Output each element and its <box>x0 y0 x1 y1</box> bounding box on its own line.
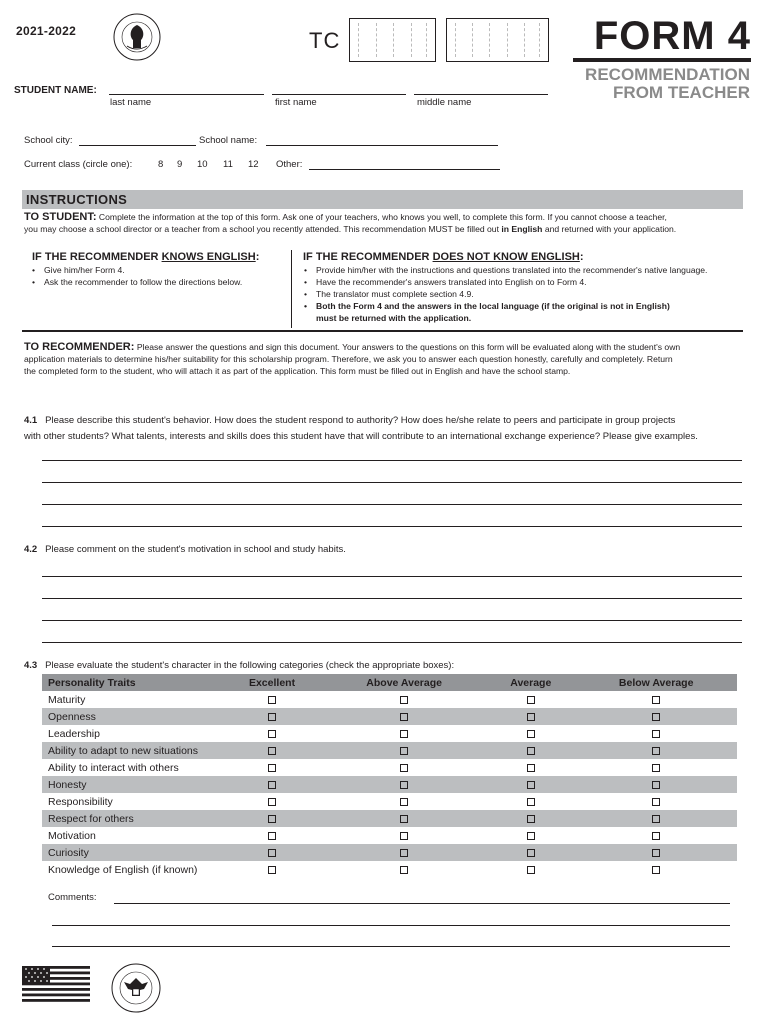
question-number: 4.1 <box>24 415 38 426</box>
rating-cell <box>322 725 486 742</box>
header-average: Average <box>486 674 575 691</box>
to-recommender-text-1: Please answer the questions and sign this document. Your answers to the questions on this form will be evaluated along with the student's own <box>136 342 681 352</box>
checkbox-excellent[interactable] <box>268 798 276 806</box>
knows-underline: KNOWS ENGLISH <box>161 251 256 263</box>
table-row <box>42 793 737 810</box>
rating-cell <box>222 861 322 878</box>
school-name-field[interactable] <box>266 145 498 146</box>
notknows-underline: DOES NOT KNOW ENGLISH <box>432 251 580 263</box>
checkbox-average[interactable] <box>527 849 535 857</box>
table-header-row <box>42 674 737 691</box>
to-recommender-label: TO RECOMMENDER: <box>24 341 135 353</box>
table-row <box>42 759 737 776</box>
rating-cell <box>486 742 575 759</box>
other-class-label: Other: <box>276 159 303 170</box>
checkbox-excellent[interactable] <box>268 713 276 721</box>
rating-cell <box>222 759 322 776</box>
rating-cell <box>486 691 575 708</box>
table-row <box>42 708 737 725</box>
rating-cell <box>322 810 486 827</box>
checkbox-average[interactable] <box>527 798 535 806</box>
rating-cell <box>322 708 486 725</box>
answer-line[interactable] <box>42 526 742 527</box>
checkbox-excellent[interactable] <box>268 747 276 755</box>
rating-cell <box>322 827 486 844</box>
tc-label: TC <box>309 28 341 53</box>
rating-cell <box>222 708 322 725</box>
trait-label: Openness <box>42 708 222 725</box>
to-recommender-text-3: the completed form to the student, who will attach it as part of the application. This form must be filled out in English and have the school stamp. <box>24 366 571 376</box>
to-recommender-block <box>24 341 744 377</box>
question-number: 4.3 <box>24 660 38 671</box>
rating-cell <box>575 708 737 725</box>
checkbox-above-average[interactable] <box>400 713 408 721</box>
trait-label: Ability to adapt to new situations <box>42 742 222 759</box>
school-name-label: School name: <box>199 135 258 146</box>
trait-label: Curiosity <box>42 844 222 861</box>
comments-line[interactable] <box>114 903 730 904</box>
checkbox-average[interactable] <box>527 781 535 789</box>
rating-cell <box>486 810 575 827</box>
checkbox-above-average[interactable] <box>400 815 408 823</box>
class-option-12[interactable]: 12 <box>248 159 259 170</box>
question-4-3-text: Please evaluate the student's character in the following categories (check the appropriate boxes): <box>45 660 455 671</box>
table-row <box>42 861 737 878</box>
rating-cell <box>486 861 575 878</box>
rating-cell <box>322 691 486 708</box>
us-flag-icon <box>22 966 90 1002</box>
checkbox-above-average[interactable] <box>400 764 408 772</box>
answer-line[interactable] <box>42 598 742 599</box>
checkbox-below-average[interactable] <box>652 696 660 704</box>
tc-code-box-1[interactable] <box>349 18 436 62</box>
checkbox-excellent[interactable] <box>268 764 276 772</box>
rating-cell <box>486 725 575 742</box>
trait-label: Honesty <box>42 776 222 793</box>
checkbox-below-average[interactable] <box>652 815 660 823</box>
rating-cell <box>322 776 486 793</box>
knows-english-heading <box>32 251 259 263</box>
rating-cell <box>486 793 575 810</box>
list-item: • Ask the recommender to follow the directions below. <box>28 276 286 288</box>
last-name-field[interactable] <box>109 94 264 95</box>
trait-label: Respect for others <box>42 810 222 827</box>
checkbox-below-average[interactable] <box>652 764 660 772</box>
rating-cell <box>222 725 322 742</box>
department-of-state-seal-icon <box>110 962 162 1014</box>
rating-cell <box>222 810 322 827</box>
first-name-caption: first name <box>275 97 317 108</box>
rating-cell <box>322 759 486 776</box>
section-divider <box>22 330 743 332</box>
knows-prefix: IF THE RECOMMENDER <box>32 251 162 263</box>
rating-cell <box>222 776 322 793</box>
checkbox-above-average[interactable] <box>400 781 408 789</box>
header-above-average: Above Average <box>322 674 486 691</box>
answer-line[interactable] <box>42 576 742 577</box>
table-row <box>42 742 737 759</box>
checkbox-above-average[interactable] <box>400 866 408 874</box>
rating-cell <box>486 759 575 776</box>
checkbox-average[interactable] <box>527 866 535 874</box>
question-4-1-text-2: with other students? What talents, interests and skills does this student have that will contribute to an international exchange experience? Please give examples. <box>24 431 698 442</box>
other-class-field[interactable] <box>309 169 500 170</box>
notknows-prefix: IF THE RECOMMENDER <box>303 251 433 263</box>
checkbox-excellent[interactable] <box>268 781 276 789</box>
not-know-english-heading <box>303 251 584 263</box>
comments-line[interactable] <box>52 925 730 926</box>
student-name-label: STUDENT NAME: <box>14 85 97 96</box>
school-city-field[interactable] <box>79 145 196 146</box>
class-option-9[interactable]: 9 <box>177 159 183 170</box>
rating-cell <box>575 776 737 793</box>
current-class-label: Current class (circle one): <box>24 159 133 170</box>
title-rule <box>573 58 751 62</box>
knows-suffix: : <box>255 251 260 263</box>
class-option-10[interactable]: 10 <box>197 159 208 170</box>
form-title: FORM 4 <box>593 14 751 58</box>
rating-cell <box>575 827 737 844</box>
instructions-bar <box>22 190 743 209</box>
rating-cell <box>575 810 737 827</box>
header-excellent: Excellent <box>222 674 322 691</box>
personality-traits-table <box>42 674 737 878</box>
question-4-1 <box>24 413 746 445</box>
rating-cell <box>575 793 737 810</box>
to-student-bold: in English <box>501 224 543 234</box>
trait-label: Responsibility <box>48 795 113 808</box>
checkbox-average[interactable] <box>527 747 535 755</box>
checkbox-excellent[interactable] <box>268 849 276 857</box>
comments-line[interactable] <box>52 946 730 947</box>
checkbox-excellent[interactable] <box>268 696 276 704</box>
notknows-bold-1: Both the Form 4 and the answers in the local language (if the original is not in English) <box>316 301 670 311</box>
trait-label: Knowledge of English (if known) <box>48 863 198 876</box>
checkbox-excellent[interactable] <box>268 866 276 874</box>
to-recommender-text-2: application materials to determine his/her suitability for this scholarship program. Therefore, we ask you to answer each question honestly, carefully and completely. Return <box>24 354 673 364</box>
subtitle-line-1: RECOMMENDATION <box>585 65 750 84</box>
first-name-field[interactable] <box>272 94 406 95</box>
organization-seal-icon <box>112 12 162 62</box>
checkbox-excellent[interactable] <box>268 815 276 823</box>
rating-cell <box>575 725 737 742</box>
rating-cell <box>575 691 737 708</box>
answer-line[interactable] <box>42 460 742 461</box>
column-divider <box>291 250 292 328</box>
checkbox-average[interactable] <box>527 713 535 721</box>
tc-code-box-2[interactable] <box>446 18 549 62</box>
rating-cell <box>486 708 575 725</box>
checkbox-below-average[interactable] <box>652 730 660 738</box>
answer-line[interactable] <box>42 482 742 483</box>
rating-cell <box>575 861 737 878</box>
notknows-suffix: : <box>579 251 584 263</box>
checkbox-above-average[interactable] <box>400 730 408 738</box>
answer-line[interactable] <box>42 620 742 621</box>
table-row <box>42 810 737 827</box>
rating-cell <box>575 742 737 759</box>
checkbox-average[interactable] <box>527 832 535 840</box>
checkbox-below-average[interactable] <box>652 832 660 840</box>
rating-cell <box>222 827 322 844</box>
header-below-average: Below Average <box>575 674 737 691</box>
rating-cell <box>575 759 737 776</box>
comments-label: Comments: <box>48 892 97 903</box>
to-student-text-2: you may choose a school director or a teacher from a school you recently attended. This recommendation MUST be filled out <box>24 224 499 234</box>
last-name-caption: last name <box>110 97 152 108</box>
rating-cell <box>486 776 575 793</box>
to-student-text-3: and returned with your application. <box>544 224 677 234</box>
rating-cell <box>322 793 486 810</box>
trait-label: Leadership <box>48 727 100 740</box>
rating-cell <box>322 844 486 861</box>
checkbox-below-average[interactable] <box>652 849 660 857</box>
list-item: • Give him/her Form 4. <box>28 264 286 276</box>
knows-english-list <box>28 264 286 288</box>
table-row <box>42 776 737 793</box>
checkbox-above-average[interactable] <box>400 849 408 857</box>
list-item: • The translator must complete section 4.9. <box>300 288 745 300</box>
question-4-2-text: Please comment on the student's motivation in school and study habits. <box>45 544 346 555</box>
question-number: 4.2 <box>24 544 38 555</box>
rating-cell <box>486 827 575 844</box>
rating-cell <box>222 742 322 759</box>
rating-cell <box>322 742 486 759</box>
school-year: 2021-2022 <box>16 24 77 38</box>
middle-name-caption: middle name <box>417 97 472 108</box>
trait-label: Motivation <box>48 829 96 842</box>
rating-cell <box>322 861 486 878</box>
table-row <box>42 844 737 861</box>
checkbox-average[interactable] <box>527 730 535 738</box>
list-item: • Provide him/her with the instructions and questions translated into the recommender's native language. <box>300 264 745 276</box>
rating-cell <box>222 793 322 810</box>
checkbox-below-average[interactable] <box>652 798 660 806</box>
question-4-3 <box>24 660 454 671</box>
to-student-block <box>24 211 744 235</box>
list-item: • Have the recommender's answers translated into English on to Form 4. <box>300 276 745 288</box>
rating-cell <box>486 844 575 861</box>
list-item <box>300 300 745 324</box>
answer-line[interactable] <box>42 642 742 643</box>
question-4-2 <box>24 544 346 555</box>
to-student-text-1: Complete the information at the top of this form. Ask one of your teachers, who knows you well, to complete this form. If you cannot choose a teacher, <box>98 212 667 222</box>
table-row <box>42 725 737 742</box>
checkbox-average[interactable] <box>527 815 535 823</box>
school-city-label: School city: <box>24 135 73 146</box>
rating-cell <box>222 844 322 861</box>
not-know-english-list <box>300 264 745 324</box>
rating-cell <box>222 691 322 708</box>
checkbox-average[interactable] <box>527 764 535 772</box>
trait-label: Ability to interact with others <box>48 761 179 774</box>
subtitle-line-2: FROM TEACHER <box>613 83 750 102</box>
form-subtitle <box>560 66 750 102</box>
checkbox-above-average[interactable] <box>400 747 408 755</box>
question-4-1-text-1: Please describe this student's behavior. How does the student respond to authority? How does he/she relate to peers and participate in group projects <box>45 415 676 426</box>
checkbox-above-average[interactable] <box>400 832 408 840</box>
rating-cell <box>575 844 737 861</box>
instructions-heading: INSTRUCTIONS <box>26 192 128 207</box>
trait-label: Maturity <box>48 693 86 706</box>
header-personality-traits: Personality Traits <box>42 674 222 691</box>
checkbox-below-average[interactable] <box>652 747 660 755</box>
middle-name-field[interactable] <box>414 94 548 95</box>
class-option-11[interactable]: 11 <box>223 159 233 170</box>
notknows-bold-2: must be returned with the application. <box>316 313 472 323</box>
table-row <box>42 691 737 708</box>
checkbox-above-average[interactable] <box>400 798 408 806</box>
answer-line[interactable] <box>42 504 742 505</box>
checkbox-below-average[interactable] <box>652 866 660 874</box>
class-option-8[interactable]: 8 <box>158 159 164 170</box>
to-student-label: TO STUDENT: <box>24 211 97 223</box>
checkbox-excellent[interactable] <box>268 832 276 840</box>
table-row <box>42 827 737 844</box>
checkbox-excellent[interactable] <box>268 730 276 738</box>
checkbox-below-average[interactable] <box>652 781 660 789</box>
checkbox-below-average[interactable] <box>652 713 660 721</box>
checkbox-average[interactable] <box>527 696 535 704</box>
checkbox-above-average[interactable] <box>400 696 408 704</box>
